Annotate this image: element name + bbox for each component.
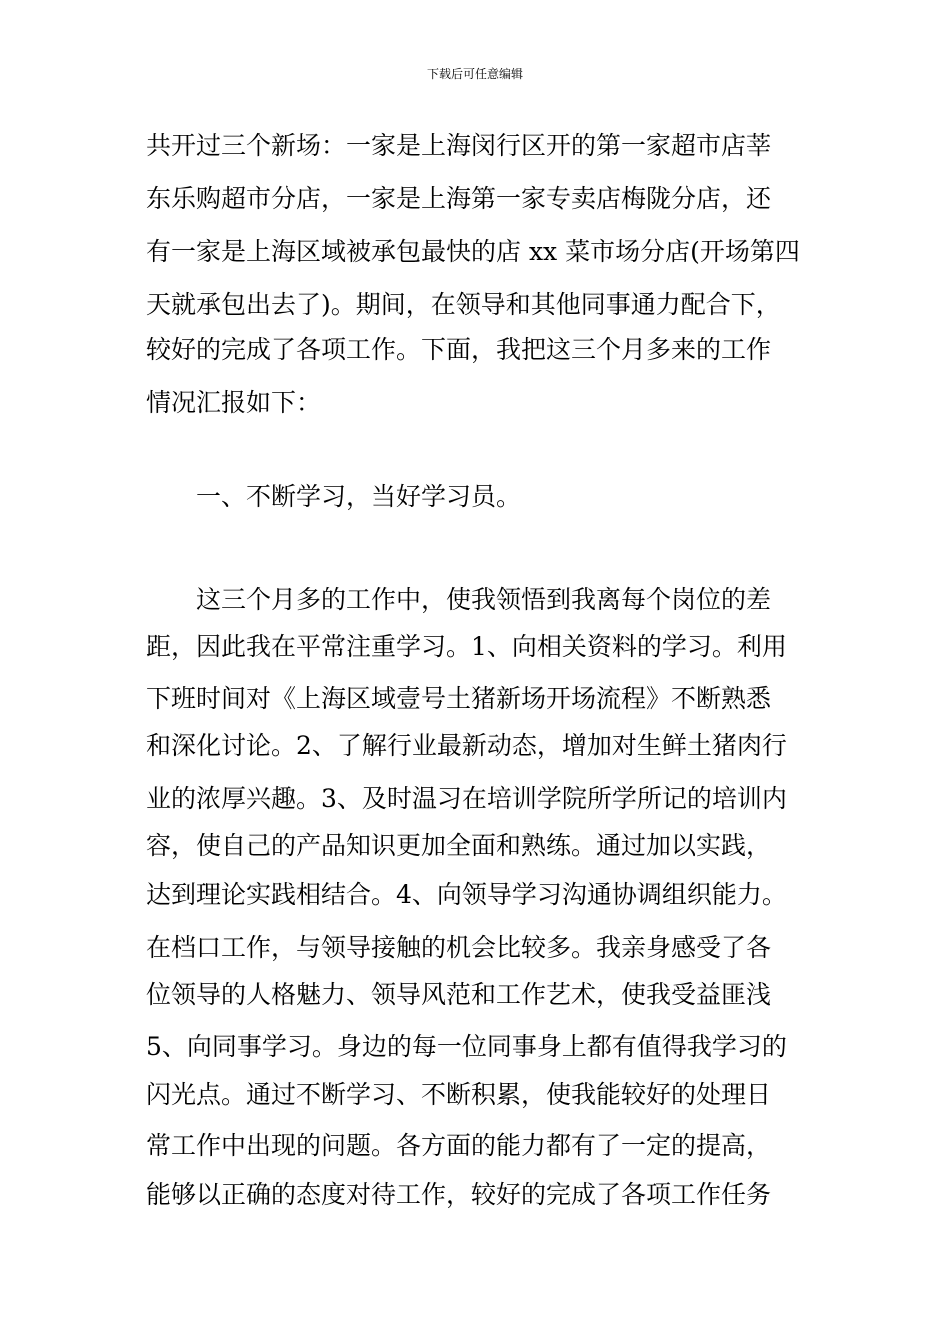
paragraph1-line-4: 天就承包出去了)。期间，在领导和其他同事通力配合下，	[146, 290, 781, 319]
page-header: 下载后可任意编辑	[426, 67, 523, 81]
paragraph2-line-6: 容，使自己的产品知识更加全面和熟练。通过加以实践，	[146, 831, 772, 860]
paragraph1-line-6: 情况汇报如下：	[146, 388, 322, 417]
paragraph2-line-4: 和深化讨论。2、了解行业最新动态，增加对生鲜土猪肉行	[146, 731, 787, 760]
paragraph1-line-2: 东乐购超市分店，一家是上海第一家专卖店梅陇分店，还	[146, 184, 772, 213]
paragraph2-line-2: 距，因此我在平常注重学习。1、向相关资料的学习。利用	[146, 632, 787, 661]
paragraph1-line-3: 有一家是上海区域被承包最快的店 xx 菜市场分店(开场第四	[146, 237, 800, 266]
section-heading: 一、不断学习，当好学习员。	[146, 482, 522, 511]
paragraph1-line-1: 共开过三个新场：一家是上海闵行区开的第一家超市店莘	[146, 131, 772, 160]
paragraph2-line-11: 闪光点。通过不断学习、不断积累，使我能较好的处理日	[146, 1080, 772, 1109]
paragraph2-line-9: 位领导的人格魅力、领导风范和工作艺术，使我受益匪浅	[146, 980, 772, 1009]
paragraph2-line-3: 下班时间对《上海区域壹号土猪新场开场流程》不断熟悉	[146, 684, 772, 713]
paragraph2-line-5: 业的浓厚兴趣。3、及时温习在培训学院所学所记的培训内	[146, 784, 787, 813]
paragraph2-line-7: 达到理论实践相结合。4、向领导学习沟通协调组织能力。	[146, 880, 787, 909]
paragraph1-line-5: 较好的完成了各项工作。下面，我把这三个月多来的工作	[146, 335, 772, 364]
paragraph2-line-8: 在档口工作，与领导接触的机会比较多。我亲身感受了各	[146, 933, 772, 962]
paragraph2-line-10: 5、向同事学习。身边的每一位同事身上都有值得我学习的	[146, 1032, 787, 1061]
paragraph2-line-1: 这三个月多的工作中，使我领悟到我离每个岗位的差	[146, 585, 772, 614]
paragraph2-line-12: 常工作中出现的问题。各方面的能力都有了一定的提高，	[146, 1131, 772, 1160]
paragraph2-line-13: 能够以正确的态度对待工作，较好的完成了各项工作任务	[146, 1180, 772, 1209]
